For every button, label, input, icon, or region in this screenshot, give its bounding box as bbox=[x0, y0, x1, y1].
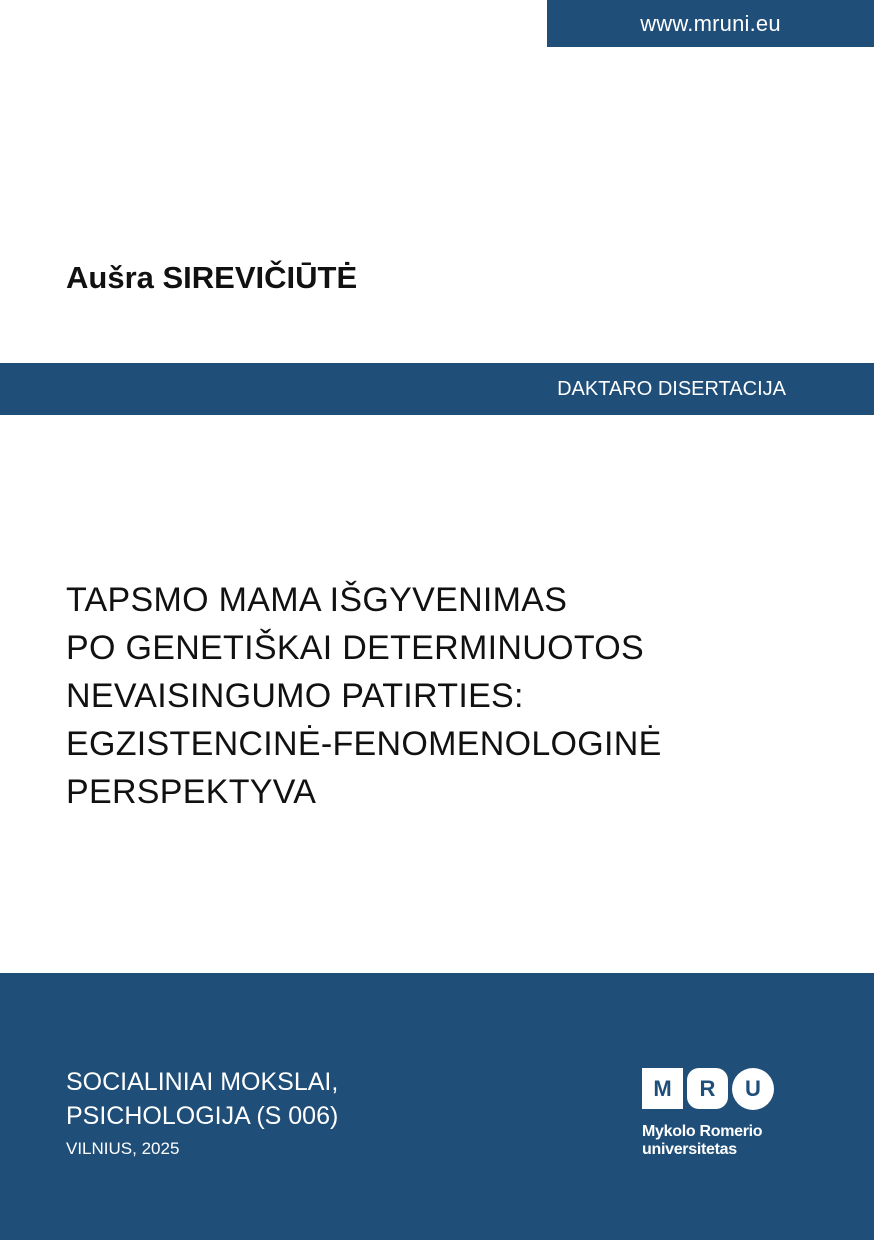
title-line: PO GENETIŠKAI DETERMINUOTOS bbox=[66, 629, 644, 667]
title-line: TAPSMO MAMA IŠGYVENIMAS bbox=[66, 581, 568, 619]
title-line: NEVAISINGUMO PATIRTIES: bbox=[66, 677, 524, 715]
university-name bbox=[642, 1123, 822, 1159]
title-line: PERSPEKTYVA bbox=[66, 773, 317, 811]
university-logo bbox=[642, 1068, 822, 1159]
dissertation-title bbox=[66, 576, 846, 816]
doc-type-label: DAKTARO DISERTACIJA bbox=[557, 378, 786, 400]
university-name-line: Mykolo Romerio bbox=[642, 1123, 763, 1140]
website-banner bbox=[547, 0, 874, 47]
university-name-line: universitetas bbox=[642, 1141, 737, 1158]
title-line: EGZISTENCINĖ-FENOMENOLOGINĖ bbox=[66, 725, 662, 763]
place-year: VILNIUS, 2025 bbox=[66, 1139, 180, 1158]
website-url[interactable]: www.mruni.eu bbox=[640, 10, 781, 36]
logo-mark bbox=[642, 1068, 822, 1110]
logo-letter-r: R bbox=[687, 1068, 728, 1109]
logo-letter-u: U bbox=[732, 1068, 774, 1110]
science-field bbox=[66, 1065, 338, 1133]
author-name: Aušra SIREVIČIŪTĖ bbox=[66, 260, 358, 295]
logo-letter-m: M bbox=[642, 1068, 683, 1109]
field-line: PSICHOLOGIJA (S 006) bbox=[66, 1102, 339, 1130]
doc-type-band bbox=[0, 363, 874, 415]
footer-band bbox=[0, 973, 874, 1240]
field-line: SOCIALINIAI MOKSLAI, bbox=[66, 1068, 339, 1096]
